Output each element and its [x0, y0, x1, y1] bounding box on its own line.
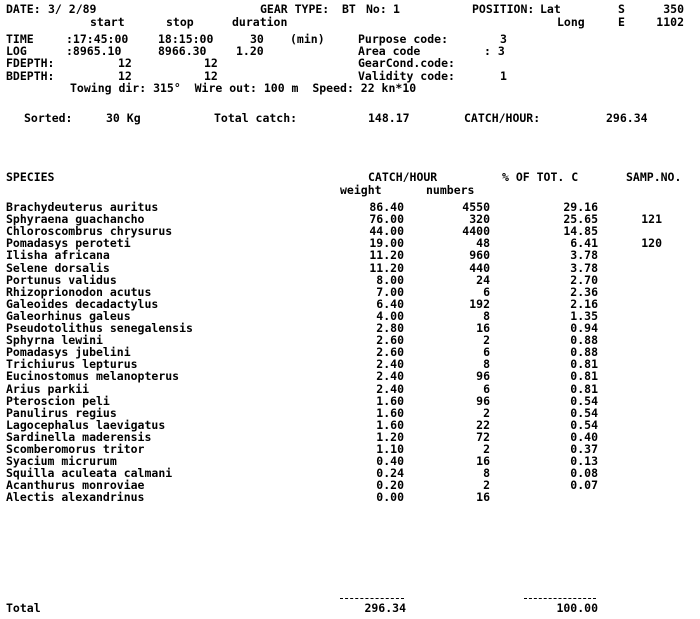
weight-value: 86.40 [369, 200, 404, 214]
pct-value: 0.81 [570, 357, 598, 371]
weight-value: 7.00 [376, 285, 404, 299]
species-name: Ilisha africana [6, 248, 110, 262]
sample-number-value: 120 [641, 236, 662, 250]
total-pct-value: 100.00 [556, 601, 598, 615]
pct-value: 2.16 [570, 297, 598, 311]
gearcond-code-label: GearCond.code: [358, 56, 455, 70]
species-name: Syacium micrurum [6, 454, 117, 468]
species-name: Galeoides decadactylus [6, 297, 159, 311]
pct-value: 0.13 [570, 454, 598, 468]
weight-value: 19.00 [369, 236, 404, 250]
pct-of-total-column-header: % OF TOT. C [502, 170, 579, 184]
numbers-value: 6 [483, 382, 490, 396]
numbers-value: 440 [469, 261, 490, 275]
area-code-label: Area code [358, 44, 421, 58]
log-stop: 8966.30 [158, 44, 207, 58]
pct-value: 6.41 [570, 236, 598, 250]
fdepth-label: FDEPTH: [6, 56, 55, 70]
numbers-value: 8 [483, 357, 490, 371]
pct-value: 0.81 [570, 369, 598, 383]
species-name: Squilla aculeata calmani [6, 466, 173, 480]
species-name: Eucinostomus melanopterus [6, 369, 180, 383]
pct-value: 0.54 [570, 394, 598, 408]
table-row [0, 370, 700, 382]
numbers-value: 48 [476, 236, 490, 250]
numbers-value: 2 [483, 333, 490, 347]
numbers-value: 8 [483, 466, 490, 480]
weight-value: 11.20 [369, 261, 404, 275]
pct-value: 25.65 [563, 212, 598, 226]
numbers-value: 96 [476, 394, 490, 408]
weight-value: 1.10 [376, 442, 404, 456]
species-name: Sardinella maderensis [6, 430, 152, 444]
weight-value: 1.60 [376, 394, 404, 408]
towing-info: Towing dir: 315° Wire out: 100 m Speed: 22 kn*10 [70, 81, 417, 95]
species-name: Trichiurus lepturus [6, 357, 138, 371]
no-value: 1 [393, 2, 400, 16]
numbers-value: 8 [483, 309, 490, 323]
species-name: Panulirus regius [6, 406, 117, 420]
pct-value: 0.08 [570, 466, 598, 480]
area-code-value: : 3 [484, 44, 505, 58]
species-name: Acanthurus monroviae [6, 478, 145, 492]
date-value: 3/ 2/89 [48, 2, 97, 16]
numbers-column-header: numbers [426, 183, 475, 197]
fdepth-stop: 12 [204, 56, 218, 70]
position-label: POSITION: [472, 2, 535, 16]
weight-value: 0.20 [376, 478, 404, 492]
species-name: Pomadasys peroteti [6, 236, 131, 250]
pct-value: 14.85 [563, 224, 598, 238]
pct-value: 3.78 [570, 248, 598, 262]
bdepth-stop: 12 [204, 69, 218, 83]
weight-value: 44.00 [369, 224, 404, 238]
numbers-value: 16 [476, 454, 490, 468]
time-label: TIME [6, 32, 34, 46]
gear-type-value: BT [342, 2, 356, 16]
validity-code-value: 1 [500, 69, 507, 83]
log-start: :8965.10 [66, 44, 122, 58]
pct-value: 0.54 [570, 418, 598, 432]
species-name: Pseudotolithus senegalensis [6, 321, 193, 335]
numbers-value: 16 [476, 321, 490, 335]
time-start: :17:45:00 [66, 32, 129, 46]
pct-value: 0.07 [570, 478, 598, 492]
numbers-value: 24 [476, 273, 490, 287]
weight-value: 4.00 [376, 309, 404, 323]
pct-value: 1.35 [570, 309, 598, 323]
log-duration: 1.20 [236, 44, 264, 58]
table-row [0, 491, 700, 503]
catch-per-hour-label: CATCH/HOUR: [464, 111, 541, 125]
species-column-header: SPECIES [6, 170, 55, 184]
numbers-value: 6 [483, 345, 490, 359]
pct-value: 0.37 [570, 442, 598, 456]
species-name: Selene dorsalis [6, 261, 110, 275]
sorted-value: 30 Kg [106, 111, 141, 125]
weight-total-rule [340, 598, 404, 599]
species-name: Sphyraena guachancho [6, 212, 145, 226]
lat-value: 350 [663, 2, 684, 16]
bdepth-start: 12 [118, 69, 132, 83]
weight-value: 2.80 [376, 321, 404, 335]
total-catch-label: Total catch: [214, 111, 298, 125]
time-duration: 30 [250, 32, 264, 46]
sample-number-value: 121 [641, 212, 662, 226]
sample-number-column-header: SAMP.NO. [626, 170, 682, 184]
species-name: Rhizoprionodon acutus [6, 285, 152, 299]
col-start-label: start [90, 15, 125, 29]
pct-value: 0.88 [570, 333, 598, 347]
weight-value: 11.20 [369, 248, 404, 262]
pct-value: 2.36 [570, 285, 598, 299]
numbers-value: 960 [469, 248, 490, 262]
numbers-value: 4400 [462, 224, 490, 238]
numbers-value: 320 [469, 212, 490, 226]
pct-value: 0.40 [570, 430, 598, 444]
bdepth-label: BDEPTH: [6, 69, 55, 83]
species-name: Pomadasys jubelini [6, 345, 131, 359]
pct-value: 29.16 [563, 200, 598, 214]
total-label: Total [6, 601, 41, 615]
time-stop: 18:15:00 [158, 32, 214, 46]
numbers-value: 22 [476, 418, 490, 432]
weight-value: 2.40 [376, 357, 404, 371]
pct-value: 3.78 [570, 261, 598, 275]
numbers-value: 72 [476, 430, 490, 444]
numbers-value: 2 [483, 442, 490, 456]
species-name: Galeorhinus galeus [6, 309, 131, 323]
species-name: Scomberomorus tritor [6, 442, 145, 456]
weight-value: 0.00 [376, 490, 404, 504]
date-label: DATE: [6, 2, 41, 16]
total-weight-value: 296.34 [364, 601, 406, 615]
catch-hour-column-header: CATCH/HOUR [368, 170, 438, 184]
weight-value: 2.40 [376, 369, 404, 383]
weight-value: 1.20 [376, 430, 404, 444]
weight-value: 8.00 [376, 273, 404, 287]
purpose-code-value: 3 [500, 32, 507, 46]
species-name: Chloroscombrus chrysurus [6, 224, 173, 238]
numbers-value: 16 [476, 490, 490, 504]
numbers-value: 96 [476, 369, 490, 383]
no-label: No: [366, 2, 387, 16]
numbers-value: 6 [483, 285, 490, 299]
time-unit: (min) [290, 32, 325, 46]
pct-value: 0.88 [570, 345, 598, 359]
pct-value: 2.70 [570, 273, 598, 287]
col-stop-label: stop [166, 15, 194, 29]
catch-per-hour-value: 296.34 [606, 111, 648, 125]
pct-value: 0.81 [570, 382, 598, 396]
weight-value: 1.60 [376, 406, 404, 420]
total-catch-value: 148.17 [368, 111, 410, 125]
weight-value: 2.60 [376, 345, 404, 359]
pct-value: 0.94 [570, 321, 598, 335]
species-name: Portunus validus [6, 273, 117, 287]
gear-type-label: GEAR TYPE: [260, 2, 330, 16]
weight-value: 0.40 [376, 454, 404, 468]
pct-total-rule [524, 598, 596, 599]
species-name: Lagocephalus laevigatus [6, 418, 166, 432]
weight-value: 0.24 [376, 466, 404, 480]
fdepth-start: 12 [118, 56, 132, 70]
lat-hemisphere: S [618, 2, 625, 16]
purpose-code-label: Purpose code: [358, 32, 449, 46]
species-name: Pteroscion peli [6, 394, 110, 408]
table-row [0, 249, 700, 261]
sorted-label: Sorted: [24, 111, 73, 125]
species-name: Brachydeuterus auritus [6, 200, 159, 214]
weight-value: 2.60 [376, 333, 404, 347]
lat-label: Lat [540, 2, 561, 16]
weight-value: 1.60 [376, 418, 404, 432]
log-label: LOG [6, 44, 27, 58]
weight-value: 6.40 [376, 297, 404, 311]
weight-column-header: weight [340, 183, 382, 197]
long-hemisphere: E [618, 15, 625, 29]
long-value: 1102 [656, 15, 684, 29]
weight-value: 2.40 [376, 382, 404, 396]
long-label: Long [557, 15, 585, 29]
numbers-value: 192 [469, 297, 490, 311]
numbers-value: 4550 [462, 200, 490, 214]
numbers-value: 2 [483, 478, 490, 492]
weight-value: 76.00 [369, 212, 404, 226]
species-name: Arius parkii [6, 382, 90, 396]
numbers-value: 2 [483, 406, 490, 420]
species-name: Sphyrna lewini [6, 333, 103, 347]
validity-code-label: Validity code: [358, 69, 455, 83]
species-name: Alectis alexandrinus [6, 490, 145, 504]
pct-value: 0.54 [570, 406, 598, 420]
col-duration-label: duration [232, 15, 288, 29]
